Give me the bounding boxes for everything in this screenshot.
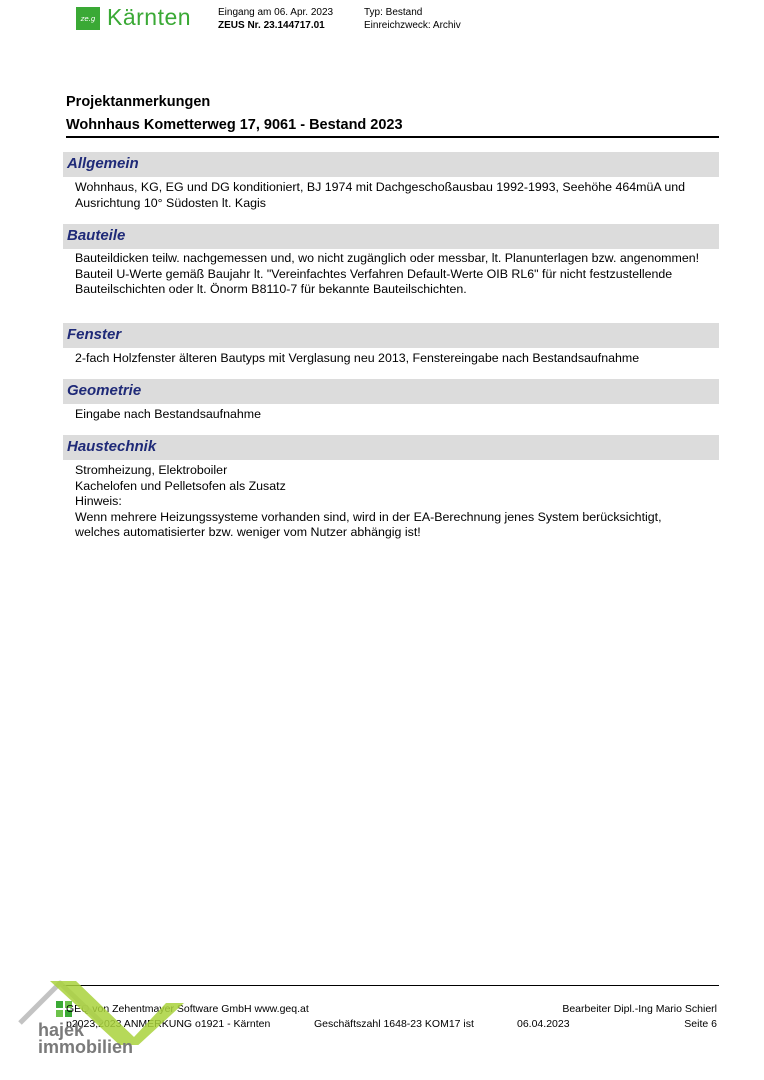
- footer-geschaeftszahl: Geschäftszahl 1648-23 KOM17 ist: [314, 1018, 474, 1030]
- section-bar-bauteile: [63, 224, 719, 249]
- body-line: Hinweis:: [75, 494, 122, 508]
- kaernten-logo-text: Kärnten: [107, 4, 192, 30]
- hajek-logo-line2: immobilien: [38, 1037, 134, 1057]
- hajek-immobilien-logo: [38, 1022, 133, 1056]
- section-body-haustechnik: [75, 463, 735, 541]
- eingang-date: Eingang am 06. Apr. 2023: [218, 7, 334, 18]
- footer-software: GEQ von Zehentmayer Software GmbH www.geq.at: [66, 1003, 309, 1015]
- page-subtitle: Wohnhaus Kometterweg 17, 9061 - Bestand 2023: [66, 117, 403, 133]
- typ-label: Typ: Bestand: [364, 7, 423, 18]
- section-heading-haustechnik: Haustechnik: [67, 438, 157, 455]
- section-body-fenster: [75, 351, 735, 367]
- section-heading-fenster: Fenster: [67, 326, 122, 343]
- footer-bearbeiter: Bearbeiter Dipl.-Ing Mario Schierl: [562, 1003, 717, 1015]
- section-bar-geometrie: [63, 379, 719, 404]
- section-body-geometrie: [75, 407, 735, 423]
- page-title: Projektanmerkungen: [66, 94, 211, 110]
- body-line: Bauteil U-Werte gemäß Baujahr lt. "Vereinfachtes Verfahren Default-Werte OIB RL6" für nicht festzustellende: [75, 266, 673, 281]
- footer-date: 06.04.2023: [517, 1018, 570, 1030]
- body-line: Stromheizung, Elektroboiler: [75, 463, 228, 477]
- section-bar-haustechnik: [63, 435, 719, 460]
- body-line: Bauteilschichten oder lt. Önorm B8110-7 für bekannte Bauteilschichten.: [75, 282, 467, 296]
- section-bar-fenster: [63, 323, 719, 348]
- zeus-logo-badge: ze.g: [76, 7, 100, 30]
- einreichzweck-label: Einreichzweck: Archiv: [364, 20, 461, 31]
- title-divider: [66, 136, 719, 138]
- section-heading-bauteile: Bauteile: [67, 227, 126, 244]
- header-right-block: [364, 6, 461, 32]
- zeus-number: ZEUS Nr. 23.144717.01: [218, 20, 325, 31]
- body-line: Wenn mehrere Heizungssysteme vorhanden sind, wird in der EA-Berechnung jenes System berücksichtigt,: [75, 509, 662, 524]
- section-body-bauteile: [75, 251, 735, 298]
- body-line: Eingabe nach Bestandsaufnahme: [75, 407, 261, 421]
- hajek-logo-line1: hajek: [38, 1020, 85, 1040]
- header-left-block: [218, 6, 333, 32]
- body-line: Kachelofen und Pelletsofen als Zusatz: [75, 478, 286, 493]
- body-line: welches automatisierter bzw. weniger vom Nutzer abhängig ist!: [75, 525, 421, 539]
- body-line: Bauteildicken teilw. nachgemessen und, wo nicht zugänglich oder messbar, lt. Planunterlagen bzw. angenommen!: [75, 251, 700, 265]
- footer-file: p2023,2023 ANMERKUNG o1921 - Kärnten: [66, 1018, 271, 1030]
- section-body-allgemein: [75, 180, 735, 211]
- body-line: Ausrichtung 10° Südosten lt. Kagis: [75, 195, 266, 210]
- section-heading-allgemein: Allgemein: [67, 155, 139, 172]
- body-line: Wohnhaus, KG, EG und DG konditioniert, BJ 1974 mit Dachgeschoßausbau 1992-1993, Seehöhe 464müA und: [75, 180, 686, 194]
- footer-page-number: Seite 6: [684, 1018, 717, 1030]
- section-bar-allgemein: [63, 152, 719, 177]
- section-heading-geometrie: Geometrie: [67, 382, 142, 399]
- body-line: 2-fach Holzfenster älteren Bautyps mit Verglasung neu 2013, Fenstereingabe nach Bestandsaufnahme: [75, 351, 640, 365]
